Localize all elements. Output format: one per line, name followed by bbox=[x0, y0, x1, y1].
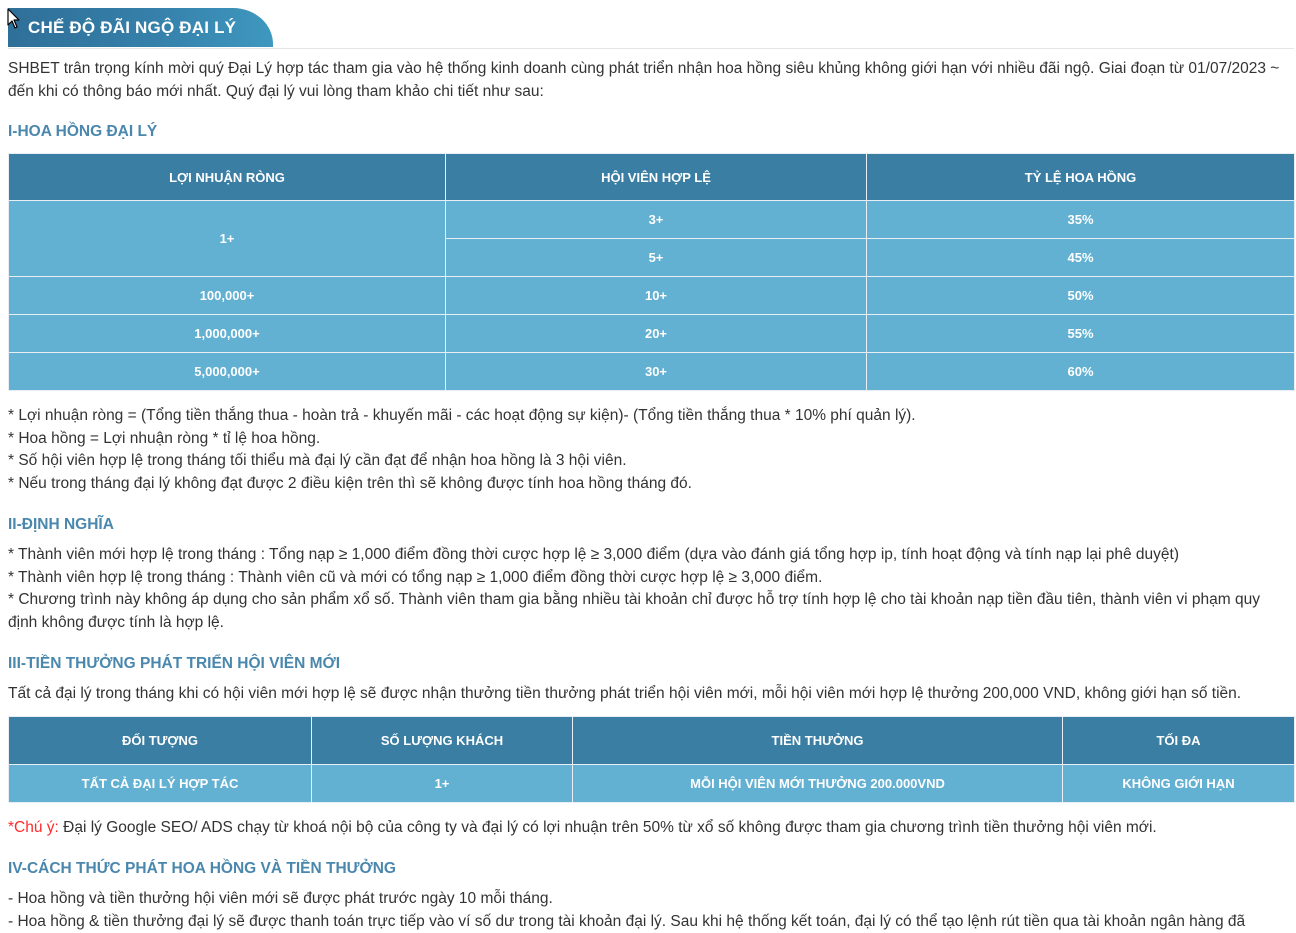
commission-notes bbox=[8, 405, 1292, 495]
definition-notes bbox=[8, 544, 1292, 634]
table-cell: 10+ bbox=[446, 277, 867, 315]
table-row bbox=[9, 277, 1295, 315]
bonus-intro: Tất cả đại lý trong tháng khi có hội viên mới hợp lệ sẽ được nhận thưởng tiền thưởng phát triển hội viên mới, mỗi hội viên mới hợp lệ thưởng 200,000 VND, không giới hạn số tiền. bbox=[8, 683, 1292, 706]
note-line: * Hoa hồng = Lợi nhuận ròng * tỉ lệ hoa hồng. bbox=[8, 428, 1292, 451]
note-line: - Hoa hồng & tiền thưởng đại lý sẽ được thanh toán trực tiếp vào ví số dư trong tài khoản đại lý. Sau khi hệ thống kết toán, đại lý có thể tạo lệnh rút tiền qua tài khoản ngân hàng đã bbox=[8, 911, 1292, 933]
column-header: TỶ LỆ HOA HỒNG bbox=[867, 154, 1295, 201]
intro-paragraph: SHBET trân trọng kính mời quý Đại Lý hợp tác tham gia vào hệ thống kinh doanh cùng phát triển nhận hoa hồng siêu khủng không giới hạn với nhiều đãi ngộ. Giai đoạn từ 01/07/2023 ~ đến khi có thông báo mới nhất. Quý đại lý vui lòng tham khảo chi tiết như sau: bbox=[8, 58, 1292, 103]
column-header: TỐI ĐA bbox=[1063, 717, 1295, 765]
commission-table bbox=[8, 153, 1295, 391]
column-header: TIỀN THƯỞNG bbox=[573, 717, 1063, 765]
table-cell: MỖI HỘI VIÊN MỚI THƯỞNG 200.000VND bbox=[573, 765, 1063, 803]
note-line: * Nếu trong tháng đại lý không đạt được 2 điều kiện trên thì sẽ không được tính hoa hồng tháng đó. bbox=[8, 473, 1292, 496]
column-header: LỢI NHUẬN RÒNG bbox=[9, 154, 446, 201]
table-cell: 30+ bbox=[446, 353, 867, 391]
section-title-commission: I-HOA HỒNG ĐẠI LÝ bbox=[8, 122, 157, 142]
table-cell: KHÔNG GIỚI HẠN bbox=[1063, 765, 1295, 803]
column-header: HỘI VIÊN HỢP LỆ bbox=[446, 154, 867, 201]
table-cell: 20+ bbox=[446, 315, 867, 353]
note-line: * Chương trình này không áp dụng cho sản phẩm xổ số. Thành viên tham gia bằng nhiều tài khoản chỉ được hỗ trợ tính hợp lệ cho tài khoản nạp tiền đầu tiên, thành viên vi phạm quy định không được tính là hợp lệ. bbox=[8, 589, 1292, 634]
table-row bbox=[9, 201, 1295, 239]
note-text: Đại lý Google SEO/ ADS chạy từ khoá nội bộ của công ty và đại lý có lợi nhuận trên 50% từ xổ số không được tham gia chương trình tiền thưởng hội viên mới. bbox=[59, 819, 1157, 836]
table-cell: 50% bbox=[867, 277, 1295, 315]
section-title-new-member-bonus: III-TIỀN THƯỞNG PHÁT TRIỂN HỘI VIÊN MỚI bbox=[8, 654, 340, 674]
table-cell: 1+ bbox=[9, 201, 446, 277]
table-cell: 3+ bbox=[446, 201, 867, 239]
table-cell: 55% bbox=[867, 315, 1295, 353]
table-row bbox=[9, 353, 1295, 391]
table-cell: 60% bbox=[867, 353, 1295, 391]
table-header-row bbox=[9, 154, 1295, 201]
note-line: * Số hội viên hợp lệ trong tháng tối thiểu mà đại lý cần đạt để nhận hoa hồng là 3 hội viên. bbox=[8, 450, 1292, 473]
table-cell: 1+ bbox=[312, 765, 573, 803]
table-cell: TẤT CẢ ĐẠI LÝ HỢP TÁC bbox=[9, 765, 312, 803]
section-title-definition: II-ĐỊNH NGHĨA bbox=[8, 515, 114, 535]
column-header: SỐ LƯỢNG KHÁCH bbox=[312, 717, 573, 765]
table-cell: 35% bbox=[867, 201, 1295, 239]
bonus-note bbox=[8, 817, 1292, 840]
bonus-table bbox=[8, 716, 1295, 803]
table-cell: 100,000+ bbox=[9, 277, 446, 315]
column-header: ĐỐI TƯỢNG bbox=[9, 717, 312, 765]
table-row bbox=[9, 315, 1295, 353]
note-line: * Lợi nhuận ròng = (Tổng tiền thắng thua - hoàn trả - khuyến mãi - các hoạt động sự kiện)- (Tổng tiền thắng thua * 10% phí quản lý). bbox=[8, 405, 1292, 428]
payment-notes bbox=[8, 888, 1292, 933]
table-header-row bbox=[9, 717, 1295, 765]
note-line: - Hoa hồng và tiền thưởng hội viên mới sẽ được phát trước ngày 10 mỗi tháng. bbox=[8, 888, 1292, 911]
table-row bbox=[9, 765, 1295, 803]
table-cell: 5+ bbox=[446, 239, 867, 277]
note-label: *Chú ý: bbox=[8, 819, 59, 836]
table-cell: 1,000,000+ bbox=[9, 315, 446, 353]
page-header bbox=[8, 8, 1294, 49]
note-line: * Thành viên mới hợp lệ trong tháng : Tổng nạp ≥ 1,000 điểm đồng thời cược hợp lệ ≥ 3,000 điểm (dựa vào đánh giá tổng hợp ip, tính hoạt động và tính nạp lại phê duyệt) bbox=[8, 544, 1292, 567]
table-cell: 5,000,000+ bbox=[9, 353, 446, 391]
note-line: * Thành viên hợp lệ trong tháng : Thành viên cũ và mới có tổng nạp ≥ 1,000 điểm đồng thời cược hợp lệ ≥ 3,000 điểm. bbox=[8, 567, 1292, 590]
page-title: CHẾ ĐỘ ĐÃI NGỘ ĐẠI LÝ bbox=[8, 8, 273, 47]
mouse-pointer-icon bbox=[7, 8, 21, 30]
table-cell: 45% bbox=[867, 239, 1295, 277]
section-title-payment-method: IV-CÁCH THỨC PHÁT HOA HỒNG VÀ TIỀN THƯỞNG bbox=[8, 859, 396, 879]
